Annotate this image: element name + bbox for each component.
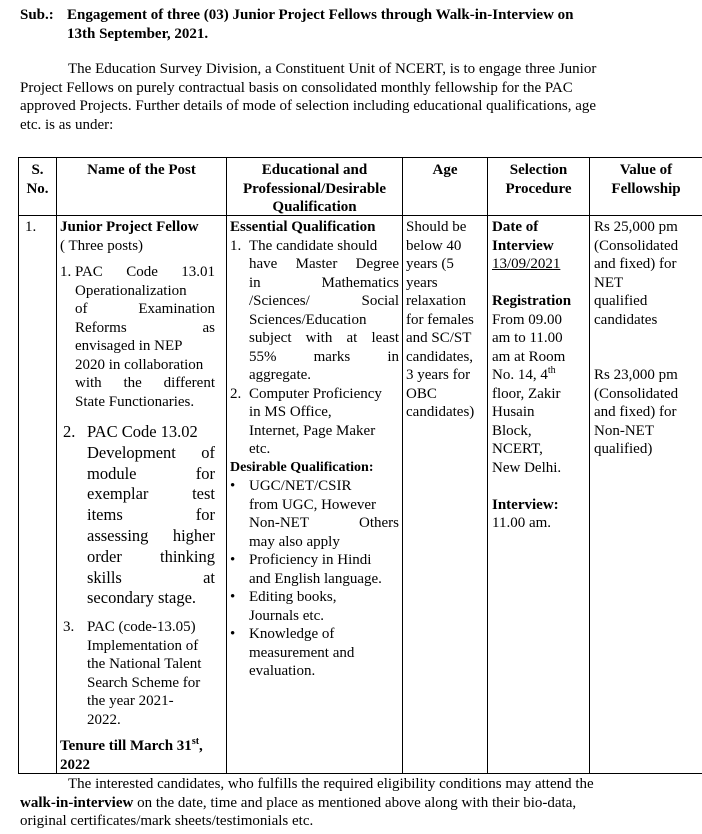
intro-line: etc. is as under:: [20, 116, 114, 133]
intro-paragraph: [20, 60, 680, 134]
intro-line: approved Projects. Further details of mode of selection including educational qualifications, age: [20, 98, 597, 114]
interview-date: 13/09/2021: [492, 256, 561, 272]
registration-label: Registration: [492, 293, 572, 309]
closing-line: original certificates/mark sheets/testimonials etc.: [20, 813, 314, 829]
essential-item-1: 1. The candidate should have Master Degree in Mathematics /Sciences/ Social Sciences/Education subject with at least 55% marks in aggregate.: [230, 237, 399, 383]
post-count: ( Three posts): [60, 237, 144, 254]
header-sno: S. No.: [26, 162, 49, 197]
desirable-item-4: • Knowledge of measurement and evaluation.: [230, 626, 355, 679]
closing-line: walk-in-interview on the date, time and place as mentioned above along with their bio-data,: [20, 794, 577, 811]
interview-time-label: Interview:: [492, 496, 559, 513]
header-selection: Selection Procedure: [505, 162, 572, 197]
post-cell: [60, 218, 220, 255]
fellowship-non-net: Rs 23,000 pm (Consolidated and fixed) for Non-NET qualified): [594, 367, 679, 457]
closing-paragraph: [20, 775, 680, 831]
subject-text: [67, 6, 697, 43]
header-qualification: Educational and Professional/Desirable Qualification: [242, 162, 387, 215]
intro-line: Project Fellows on purely contractual basis on consolidated monthly fellowship for the PAC: [20, 79, 573, 96]
subject-label: Sub.:: [20, 7, 54, 23]
tenure: Tenure till March 31st, 2022: [60, 736, 203, 773]
essential-heading: Essential Qualification: [230, 219, 376, 235]
closing-line: The interested candidates, who fulfills the required eligibility conditions may attend the: [68, 776, 594, 792]
row-sno: 1.: [25, 219, 37, 235]
desirable-item-2: • Proficiency in Hindi and English language.: [230, 552, 382, 587]
age-cell: Should be below 40 years (5 years relaxation for females and SC/ST candidates, 3 years for OBC candidates): [406, 219, 475, 420]
qualification-cell: [230, 218, 399, 681]
desirable-heading: Desirable Qualification:: [230, 459, 374, 475]
date-of-interview-label: Date of: [492, 219, 539, 235]
project-item-1: 1. PAC Code 13.01 Operationalization of Examination Reforms as envisaged in NEP 2020 in collaboration with the different State Functionaries.: [60, 264, 215, 410]
subject-line-2: 13th September, 2021.: [67, 25, 209, 42]
essential-item-2: 2. Computer Proficiency in MS Office, Internet, Page Maker etc.: [230, 385, 382, 457]
fellowship-net: Rs 25,000 pm (Consolidated and fixed) for NET qualified candidates: [594, 219, 679, 328]
project-item-3: 3. PAC (code-13.05) Implementation of the National Talent Search Scheme for the year 2021- 2022.: [63, 619, 202, 728]
fellowship-table: [18, 157, 702, 774]
post-title: Junior Project Fellow: [60, 219, 199, 235]
desirable-item-3: • Editing books, Journals etc.: [230, 589, 337, 624]
header-age: Age: [432, 162, 458, 178]
interview-time: 11.00 am.: [492, 515, 552, 531]
subject-line-1: Engagement of three (03) Junior Project Fellows through Walk-in-Interview on: [67, 7, 574, 23]
intro-line: The Education Survey Division, a Constituent Unit of NCERT, is to engage three Junior: [68, 61, 597, 77]
header-fellowship: Value of Fellowship: [611, 162, 681, 197]
project-item-2: 2. PAC Code 13.02 Development of module for exemplar test items for assessing higher order thinking skills at secondary stage.: [63, 422, 215, 608]
desirable-item-1: • UGC/NET/CSIR from UGC, However Non-NET Others may also apply: [230, 478, 399, 550]
selection-cell: Date of Interview 13/09/2021 Registration From 09.00 am to 11.00 am at Room No. 14, 4th floor, Zakir Husain Block, NCERT, New Delhi. Interview: 11.00 am.: [492, 218, 588, 533]
header-post: Name of the Post: [87, 162, 196, 178]
